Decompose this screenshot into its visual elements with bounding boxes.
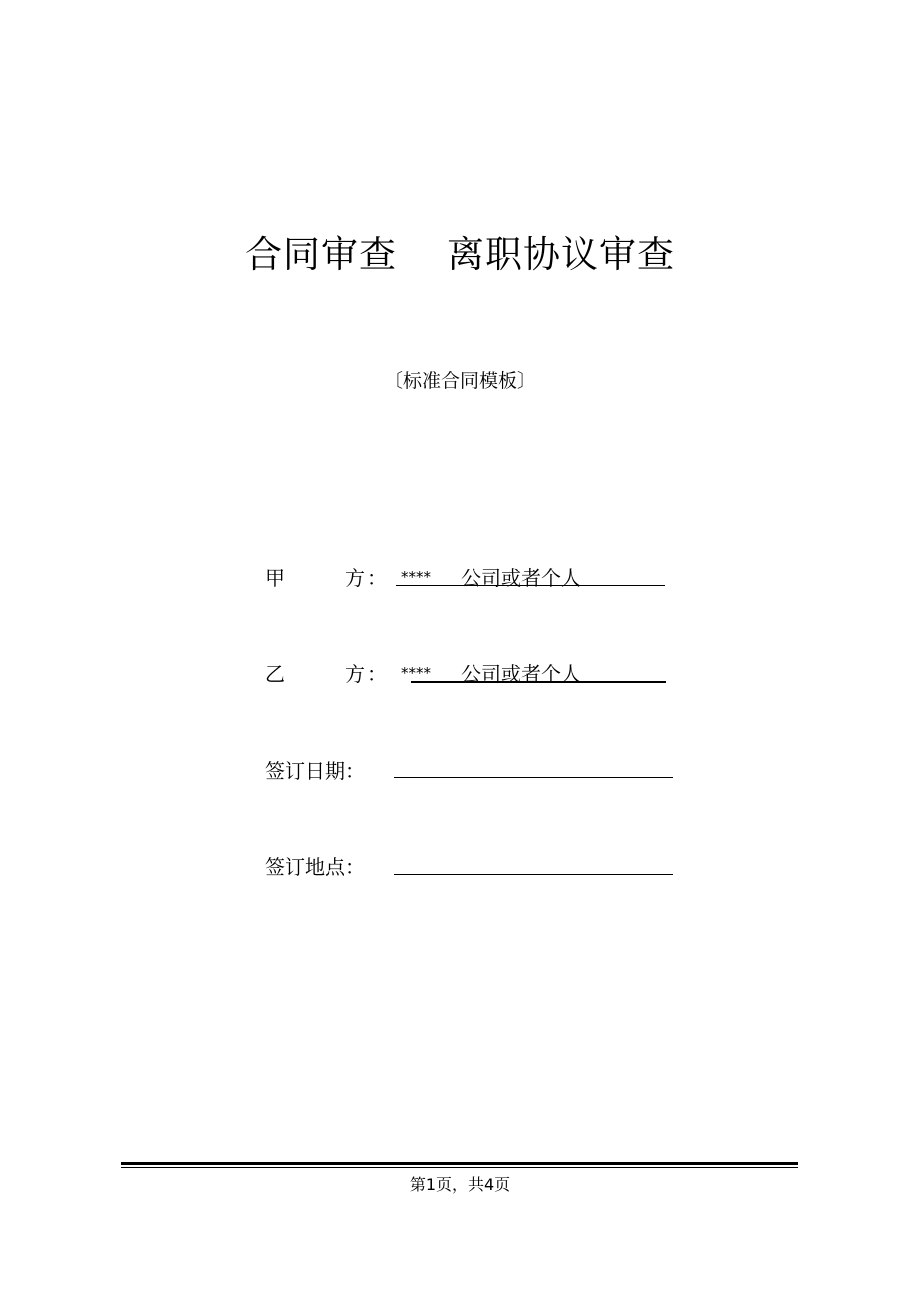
party-b-label-first: 乙 [265,662,285,686]
party-b-label-last: 方 [345,662,365,686]
sign-place-label [265,851,365,880]
document-title-left: 合同审查 [245,233,397,276]
footer-rule-thin [121,1167,798,1168]
party-a-colon: ： [367,566,387,590]
sign-date-colon: ： [345,759,365,783]
sign-place-label-text: 签订地点 [265,855,345,879]
sign-place-underline [394,874,673,875]
sign-date-underline [394,777,673,778]
party-a-name: 公司或者个人 [461,566,581,590]
sign-date-label [265,755,365,784]
document-title [0,224,920,278]
party-a-stars: **** [401,568,431,586]
party-a-label-last: 方 [345,566,365,590]
party-a-label-first: 甲 [265,566,285,590]
party-b-label [265,658,365,687]
party-b-stars: **** [401,664,431,682]
footer-rule-thick [121,1162,798,1165]
party-a-value [401,562,581,591]
party-a-label [265,562,365,591]
document-title-right: 离职协议审查 [447,233,675,276]
party-a-underline [396,585,665,586]
page-number: 第1页，共4页 [409,1175,511,1194]
sign-place-colon: ： [345,855,365,879]
party-b-name: 公司或者个人 [461,662,581,686]
document-subtitle: 〔标准合同模板〕 [383,370,536,392]
sign-date-label-text: 签订日期 [265,759,345,783]
party-b-colon: ： [367,662,387,686]
party-b-underline [411,681,666,683]
